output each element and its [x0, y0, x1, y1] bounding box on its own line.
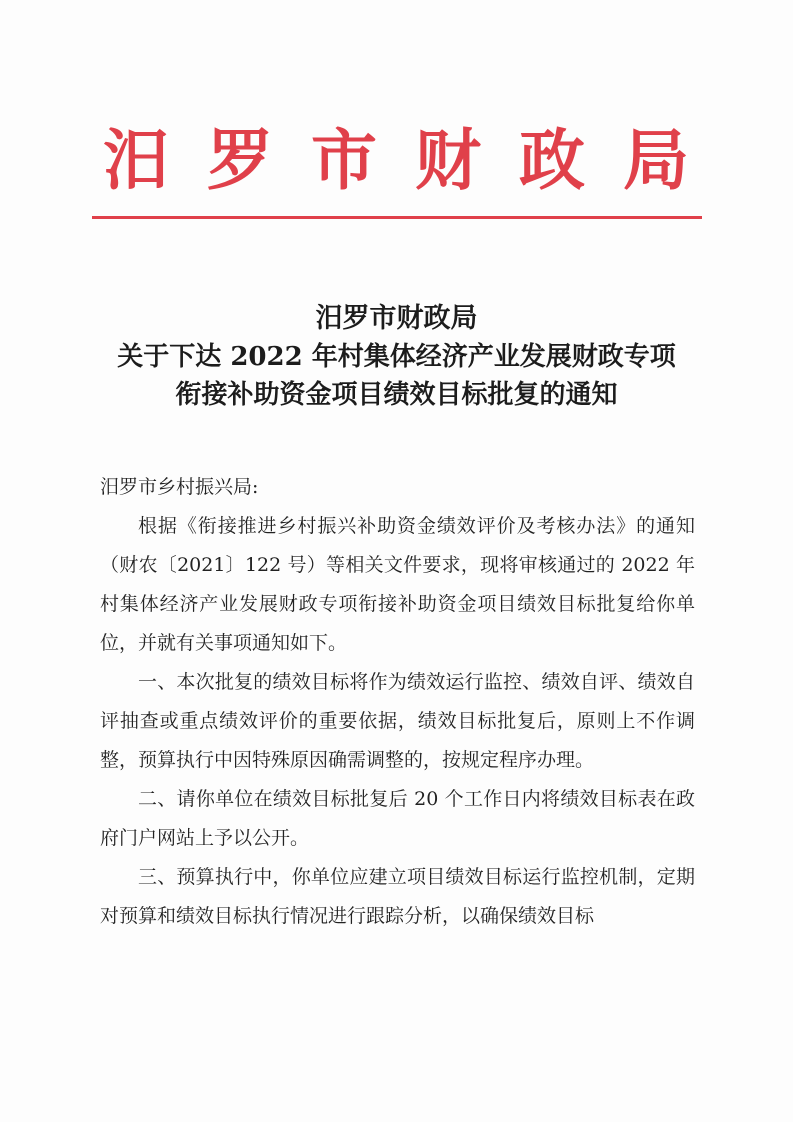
title-line-2: 关于下达 2022 年村集体经济产业发展财政专项 — [117, 342, 676, 372]
letterhead-char: 政 — [519, 121, 585, 199]
title-line-3: 衔接补助资金项目绩效目标批复的通知 — [175, 380, 618, 410]
salutation: 汨罗市乡村振兴局: — [100, 476, 259, 498]
letterhead-char: 财 — [415, 121, 481, 199]
body-paragraph: 一、本次批复的绩效目标将作为绩效运行监控、绩效自评、绩效自评抽查或重点绩效评价的重要依据，绩效目标批复后，原则上不作调整，预算执行中因特殊原因确需调整的，按规定程序办理。 — [100, 671, 695, 771]
document-body — [100, 468, 695, 936]
title-issuer: 汨罗市财政局 — [315, 303, 478, 334]
document-title — [80, 300, 713, 414]
letterhead-char: 罗 — [207, 121, 273, 199]
letterhead — [96, 120, 696, 200]
body-paragraph: 根据《衔接推进乡村振兴补助资金绩效评价及考核办法》的通知（财农〔2021〕122 号）等相关文件要求，现将审核通过的 2022 年村集体经济产业发展财政专项衔接补助资金项目绩效目标批复给你单位，并就有关事项通知如下。 — [100, 515, 695, 654]
letterhead-char: 局 — [623, 121, 689, 199]
letterhead-char: 市 — [311, 121, 377, 199]
letterhead-divider — [92, 216, 702, 219]
letterhead-char: 汨 — [103, 121, 169, 199]
body-paragraph: 二、请你单位在绩效目标批复后 20 个工作日内将绩效目标表在政府门户网站上予以公开。 — [100, 788, 695, 849]
body-paragraph: 三、预算执行中，你单位应建立项目绩效目标运行监控机制，定期对预算和绩效目标执行情况进行跟踪分析，以确保绩效目标 — [100, 866, 695, 927]
